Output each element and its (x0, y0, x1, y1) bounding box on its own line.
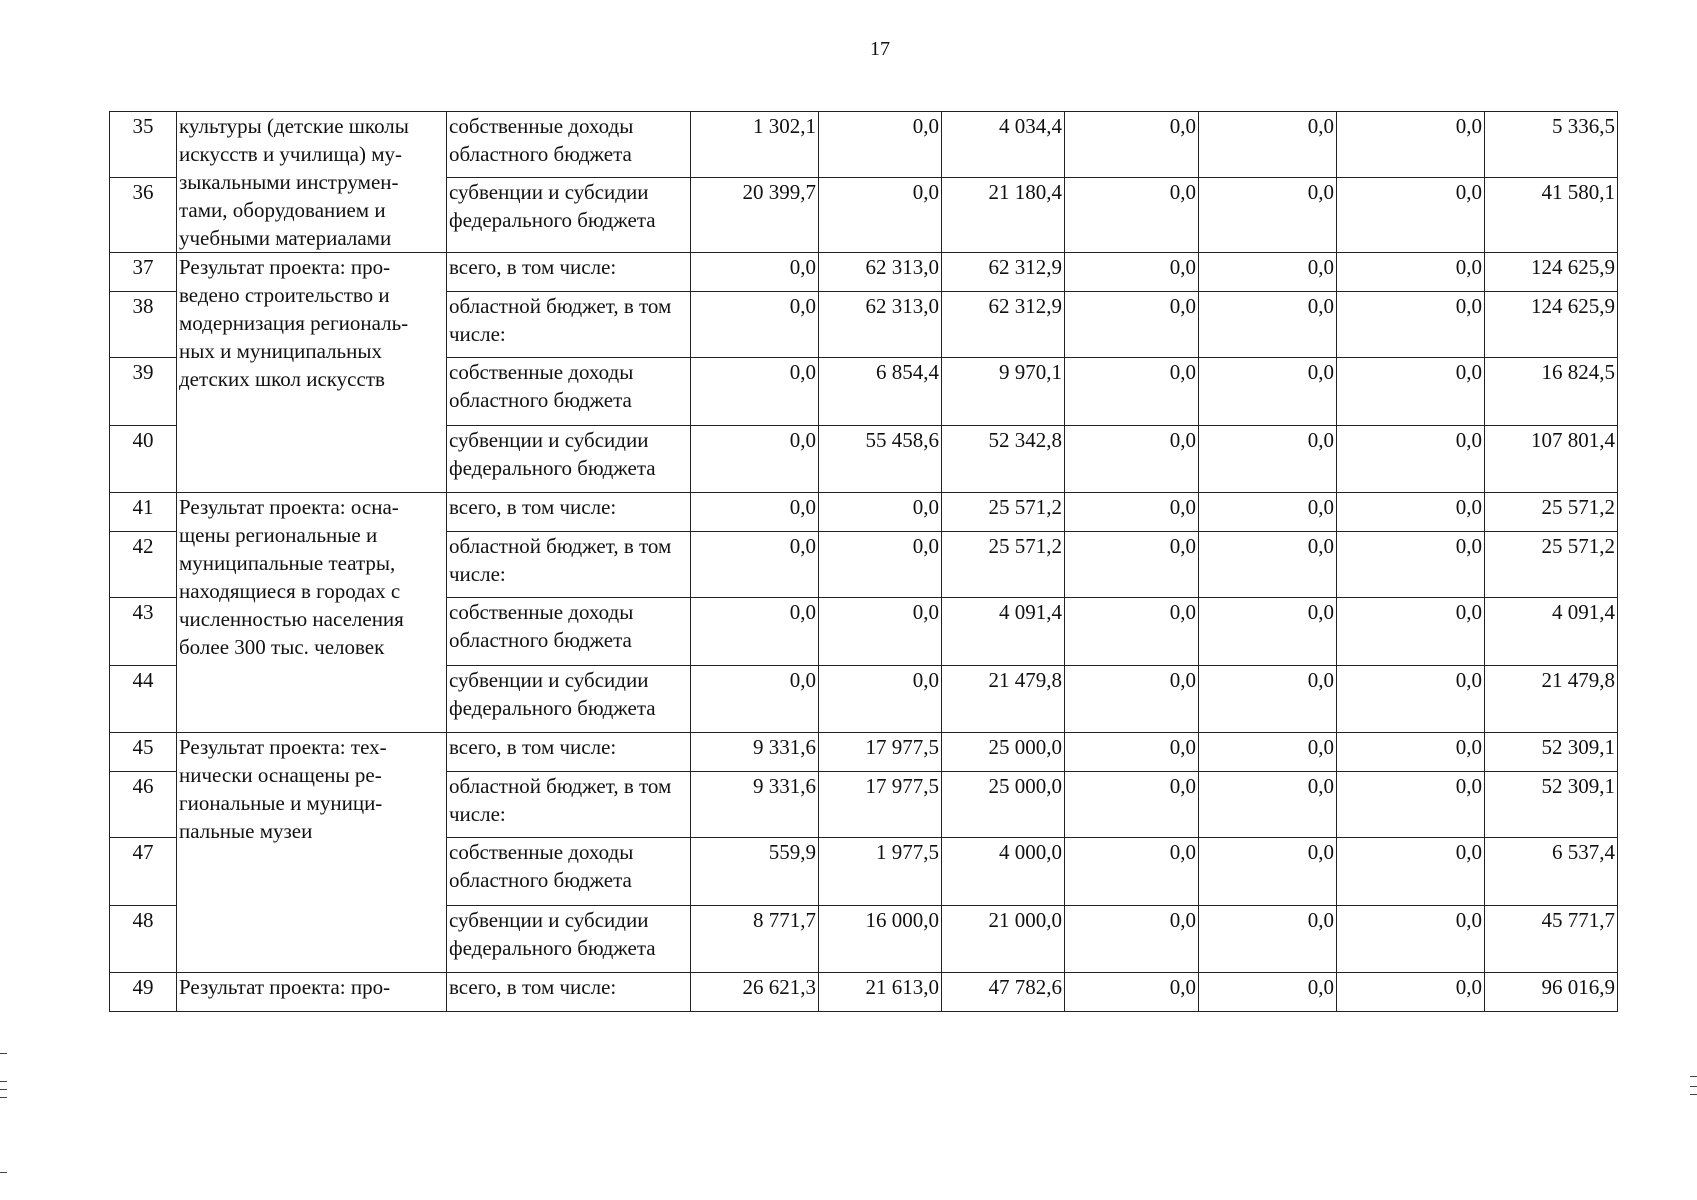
budget-table (109, 111, 1618, 1012)
amount-value: 0,0 (1065, 973, 1199, 1012)
amount-value: 0,0 (1065, 532, 1199, 598)
funding-source: субвенции и субсидии федерального бюджета (447, 426, 691, 493)
funding-source: собственные доходы областного бюджета (447, 358, 691, 426)
amount-value: 1 977,5 (819, 838, 942, 906)
amount-value: 0,0 (1065, 666, 1199, 733)
amount-value: 0,0 (1337, 973, 1485, 1012)
amount-value: 4 034,4 (942, 112, 1065, 178)
amount-value: 26 621,3 (691, 973, 819, 1012)
amount-value: 559,9 (691, 838, 819, 906)
description-line: искусств и училища) му- (179, 142, 402, 166)
amount-value: 0,0 (1199, 253, 1337, 292)
total-value: 124 625,9 (1485, 253, 1618, 292)
amount-value: 21 479,8 (942, 666, 1065, 733)
row-number: 43 (110, 598, 177, 666)
total-value: 107 801,4 (1485, 426, 1618, 493)
description-line: численностью населения (179, 607, 404, 631)
description-line: пальные музеи (179, 819, 313, 843)
edge-mark (1690, 1076, 1697, 1077)
amount-value: 21 000,0 (942, 906, 1065, 973)
amount-value: 0,0 (691, 358, 819, 426)
amount-value: 62 313,0 (819, 253, 942, 292)
amount-value: 17 977,5 (819, 733, 942, 772)
funding-source: всего, в том числе: (447, 733, 691, 772)
amount-value: 0,0 (1199, 178, 1337, 253)
description-line: Результат проекта: про- (179, 975, 391, 999)
amount-value: 0,0 (1199, 112, 1337, 178)
amount-value: 0,0 (819, 493, 942, 532)
amount-value: 0,0 (819, 178, 942, 253)
amount-value: 0,0 (819, 666, 942, 733)
amount-value: 9 331,6 (691, 772, 819, 838)
total-value: 6 537,4 (1485, 838, 1618, 906)
table-row (110, 253, 1618, 292)
amount-value: 0,0 (1199, 733, 1337, 772)
amount-value: 0,0 (691, 292, 819, 358)
amount-value: 17 977,5 (819, 772, 942, 838)
amount-value: 4 000,0 (942, 838, 1065, 906)
amount-value: 0,0 (1065, 253, 1199, 292)
amount-value: 0,0 (691, 598, 819, 666)
amount-value: 0,0 (1337, 178, 1485, 253)
amount-value: 0,0 (1199, 493, 1337, 532)
project-result-description (177, 493, 447, 733)
description-line: щены региональные и (179, 523, 378, 547)
description-line: детских школ искусств (179, 367, 385, 391)
table-row (110, 112, 1618, 178)
total-value: 5 336,5 (1485, 112, 1618, 178)
edge-mark (1690, 1086, 1697, 1087)
description-line: Результат проекта: тех- (179, 735, 387, 759)
row-number: 41 (110, 493, 177, 532)
amount-value: 0,0 (691, 493, 819, 532)
total-value: 124 625,9 (1485, 292, 1618, 358)
row-number: 48 (110, 906, 177, 973)
amount-value: 1 302,1 (691, 112, 819, 178)
description-line: муниципальные театры, (179, 551, 396, 575)
funding-source: областной бюджет, в том числе: (447, 772, 691, 838)
amount-value: 0,0 (1337, 253, 1485, 292)
amount-value: 0,0 (1199, 598, 1337, 666)
amount-value: 62 312,9 (942, 253, 1065, 292)
amount-value: 9 970,1 (942, 358, 1065, 426)
amount-value: 0,0 (1065, 598, 1199, 666)
amount-value: 0,0 (1337, 666, 1485, 733)
funding-source: всего, в том числе: (447, 973, 691, 1012)
table-row (110, 733, 1618, 772)
description-line: находящиеся в городах с (179, 579, 401, 603)
amount-value: 0,0 (691, 666, 819, 733)
description-line: гиональные и муници- (179, 791, 383, 815)
amount-value: 0,0 (1065, 906, 1199, 973)
amount-value: 0,0 (1065, 493, 1199, 532)
row-number: 35 (110, 112, 177, 178)
funding-source: собственные доходы областного бюджета (447, 598, 691, 666)
funding-source: собственные доходы областного бюджета (447, 112, 691, 178)
amount-value: 0,0 (1199, 772, 1337, 838)
description-line: ведено строительство и (179, 283, 390, 307)
amount-value: 0,0 (1065, 178, 1199, 253)
amount-value: 0,0 (691, 253, 819, 292)
row-number: 46 (110, 772, 177, 838)
amount-value: 0,0 (1337, 426, 1485, 493)
row-number: 45 (110, 733, 177, 772)
amount-value: 21 180,4 (942, 178, 1065, 253)
amount-value: 25 000,0 (942, 733, 1065, 772)
funding-source: всего, в том числе: (447, 493, 691, 532)
total-value: 25 571,2 (1485, 493, 1618, 532)
total-value: 21 479,8 (1485, 666, 1618, 733)
description-line: зыкальными инструмен- (179, 170, 399, 194)
edge-mark (0, 1172, 7, 1173)
row-number: 47 (110, 838, 177, 906)
amount-value: 0,0 (1065, 733, 1199, 772)
amount-value: 0,0 (1065, 426, 1199, 493)
amount-value: 0,0 (1065, 358, 1199, 426)
table-body (110, 112, 1618, 1012)
funding-source: собственные доходы областного бюджета (447, 838, 691, 906)
amount-value: 16 000,0 (819, 906, 942, 973)
amount-value: 0,0 (1337, 733, 1485, 772)
row-number: 39 (110, 358, 177, 426)
row-number: 40 (110, 426, 177, 493)
amount-value: 62 313,0 (819, 292, 942, 358)
amount-value: 0,0 (819, 598, 942, 666)
amount-value: 6 854,4 (819, 358, 942, 426)
total-value: 25 571,2 (1485, 532, 1618, 598)
row-number: 42 (110, 532, 177, 598)
amount-value: 0,0 (1199, 358, 1337, 426)
total-value: 96 016,9 (1485, 973, 1618, 1012)
total-value: 45 771,7 (1485, 906, 1618, 973)
description-line: культуры (детские школы (179, 114, 409, 138)
amount-value: 4 091,4 (942, 598, 1065, 666)
total-value: 52 309,1 (1485, 733, 1618, 772)
description-line: нически оснащены ре- (179, 763, 382, 787)
amount-value: 52 342,8 (942, 426, 1065, 493)
total-value: 16 824,5 (1485, 358, 1618, 426)
edge-mark (1690, 1094, 1697, 1095)
amount-value: 0,0 (1337, 532, 1485, 598)
amount-value: 0,0 (1199, 292, 1337, 358)
amount-value: 55 458,6 (819, 426, 942, 493)
project-result-description (177, 733, 447, 973)
amount-value: 0,0 (1199, 666, 1337, 733)
description-line: более 300 тыс. человек (179, 635, 385, 659)
amount-value: 47 782,6 (942, 973, 1065, 1012)
amount-value: 0,0 (819, 532, 942, 598)
amount-value: 25 000,0 (942, 772, 1065, 838)
amount-value: 0,0 (1337, 493, 1485, 532)
description-line: модернизация региональ- (179, 311, 409, 335)
amount-value: 0,0 (691, 532, 819, 598)
project-result-description (177, 973, 447, 1012)
table-row (110, 493, 1618, 532)
amount-value: 8 771,7 (691, 906, 819, 973)
amount-value: 0,0 (1337, 772, 1485, 838)
funding-source: субвенции и субсидии федерального бюджета (447, 178, 691, 253)
row-number: 37 (110, 253, 177, 292)
amount-value: 0,0 (1337, 358, 1485, 426)
amount-value: 0,0 (1337, 598, 1485, 666)
funding-source: субвенции и субсидии федерального бюджета (447, 666, 691, 733)
amount-value: 0,0 (1065, 112, 1199, 178)
funding-source: областной бюджет, в том числе: (447, 292, 691, 358)
amount-value: 0,0 (1199, 906, 1337, 973)
amount-value: 0,0 (1199, 532, 1337, 598)
amount-value: 25 571,2 (942, 493, 1065, 532)
total-value: 41 580,1 (1485, 178, 1618, 253)
amount-value: 0,0 (1337, 112, 1485, 178)
description-line: ных и муниципальных (179, 339, 382, 363)
row-number: 38 (110, 292, 177, 358)
table-row (110, 973, 1618, 1012)
funding-source: областной бюджет, в том числе: (447, 532, 691, 598)
total-value: 52 309,1 (1485, 772, 1618, 838)
amount-value: 0,0 (1199, 426, 1337, 493)
row-number: 44 (110, 666, 177, 733)
amount-value: 25 571,2 (942, 532, 1065, 598)
row-number: 49 (110, 973, 177, 1012)
edge-mark (0, 1081, 7, 1082)
funding-source: всего, в том числе: (447, 253, 691, 292)
amount-value: 0,0 (1199, 973, 1337, 1012)
amount-value: 0,0 (691, 426, 819, 493)
amount-value: 9 331,6 (691, 733, 819, 772)
description-line: тами, оборудованием и (179, 198, 386, 222)
project-result-description (177, 112, 447, 253)
funding-source: субвенции и субсидии федерального бюджета (447, 906, 691, 973)
amount-value: 21 613,0 (819, 973, 942, 1012)
amount-value: 62 312,9 (942, 292, 1065, 358)
amount-value: 0,0 (1199, 838, 1337, 906)
amount-value: 0,0 (1065, 772, 1199, 838)
amount-value: 0,0 (819, 112, 942, 178)
description-line: Результат проекта: осна- (179, 495, 399, 519)
amount-value: 0,0 (1337, 838, 1485, 906)
project-result-description (177, 253, 447, 493)
description-line: учебными материалами (179, 226, 392, 250)
edge-mark (0, 1053, 7, 1054)
page-number: 17 (870, 38, 890, 60)
total-value: 4 091,4 (1485, 598, 1618, 666)
amount-value: 0,0 (1065, 838, 1199, 906)
amount-value: 0,0 (1337, 292, 1485, 358)
edge-mark (0, 1097, 7, 1098)
amount-value: 0,0 (1337, 906, 1485, 973)
edge-mark (0, 1089, 7, 1090)
description-line: Результат проекта: про- (179, 255, 391, 279)
amount-value: 0,0 (1065, 292, 1199, 358)
amount-value: 20 399,7 (691, 178, 819, 253)
row-number: 36 (110, 178, 177, 253)
